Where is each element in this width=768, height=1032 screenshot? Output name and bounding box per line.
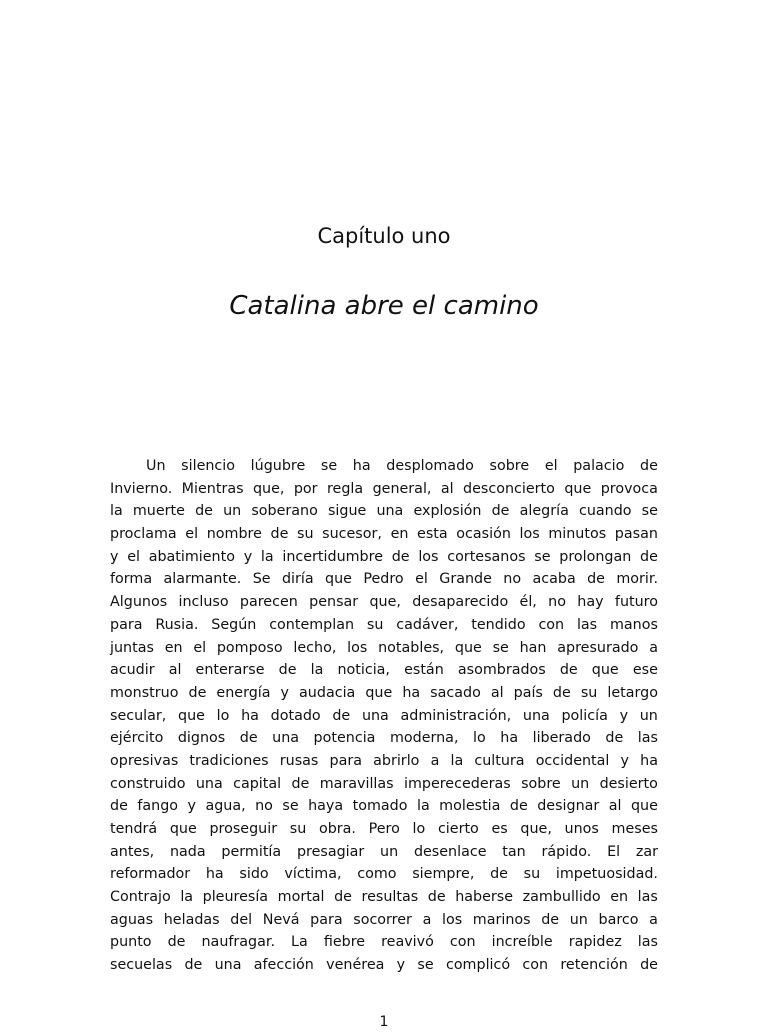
text-line: para Rusia. Según contemplan su cadáver, tendido con las manos — [110, 616, 658, 633]
text-line: Un silencio lúgubre se ha desplomado sobre el palacio de — [146, 458, 658, 474]
text-line: tendrá que proseguir su obra. Pero lo cierto es que, unos meses — [110, 821, 658, 837]
text-line: proclama el nombre de su sucesor, en esta ocasión los minutos pasan — [110, 526, 658, 543]
text-line: Invierno. Mientras que, por regla general, al desconcierto que provoca — [110, 480, 658, 497]
chapter-label: Capítulo uno — [317, 224, 451, 249]
text-line: de fango y agua, no se haya tomado la molestia de designar al que — [110, 798, 658, 815]
text-line: la muerte de un soberano sigue una explosión de alegría cuando se — [110, 503, 658, 520]
text-line: forma alarmante. Se diría que Pedro el Grande no acaba de morir. — [110, 571, 658, 588]
text-line: secuelas de una afección venérea y se complicó con retención de — [110, 957, 658, 974]
text-line: aguas heladas del Nevá para socorrer a los marinos de un barco a — [110, 911, 658, 928]
text-line: secular, que lo ha dotado de una administración, una policía y un — [110, 707, 658, 724]
text-line: y el abatimiento y la incertidumbre de los cortesanos se prolongan de — [110, 548, 658, 565]
text-line: construido una capital de maravillas imperecederas sobre un desierto — [110, 775, 658, 792]
chapter-title: Catalina abre el camino — [229, 290, 539, 321]
text-line: acudir al enterarse de la noticia, están asombrados de que ese — [110, 662, 658, 679]
text-line: monstruo de energía y audacia que ha sacado al país de su letargo — [110, 684, 658, 701]
text-line: punto de naufragar. La fiebre reavivó con increíble rapidez las — [110, 934, 658, 951]
text-line: reformador ha sido víctima, como siempre, de su impetuosidad. — [110, 866, 658, 883]
text-line: ejército dignos de una potencia moderna, lo ha liberado de las — [110, 730, 658, 747]
page-number: 1 — [379, 1014, 389, 1030]
text-line: Algunos incluso parecen pensar que, desaparecido él, no hay futuro — [110, 594, 658, 611]
text-line: antes, nada permitía presagiar un desenlace tan rápido. El zar — [110, 843, 658, 860]
body-paragraph — [110, 455, 658, 977]
text-line: juntas en el pomposo lecho, los notables, que se han apresurado a — [110, 639, 658, 656]
text-line: opresivas tradiciones rusas para abrirlo a la cultura occidental y ha — [110, 752, 658, 769]
text-line: Contrajo la pleuresía mortal de resultas de haberse zambullido en las — [110, 889, 658, 906]
